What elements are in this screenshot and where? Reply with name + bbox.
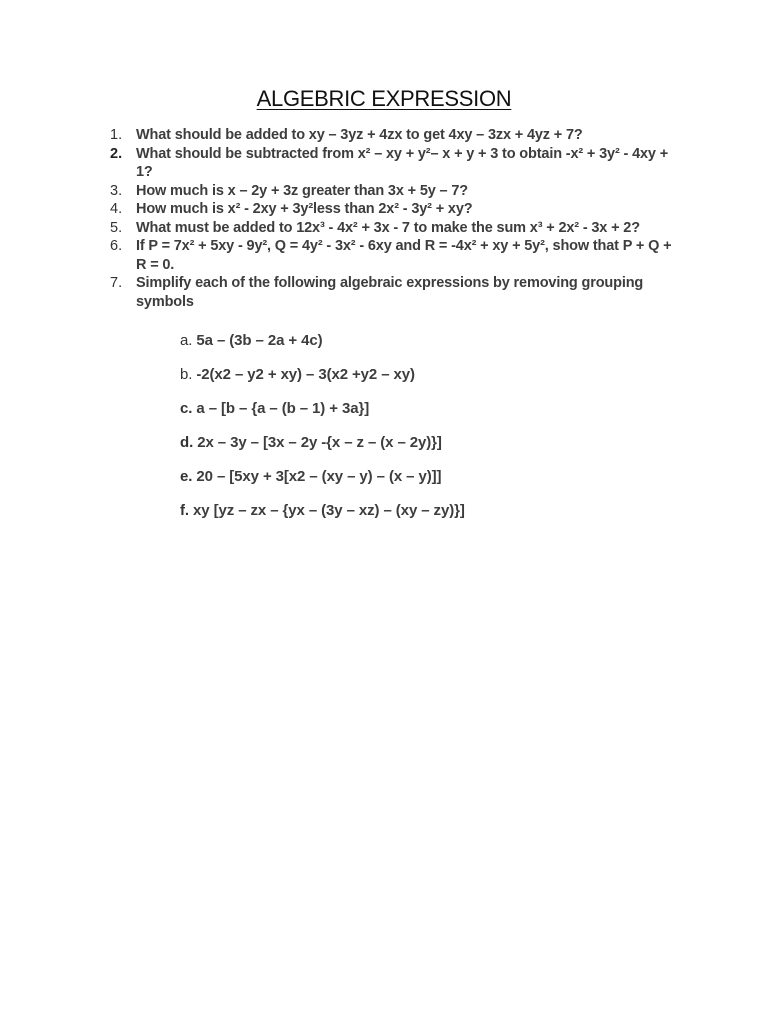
question-number: 2. — [110, 145, 123, 162]
question-2 — [110, 145, 680, 182]
question-text: What should be added to xy – 3yz + 4zx to get 4xy – 3zx + 4yz + 7? — [136, 127, 583, 143]
question-text: Simplify each of the following algebraic expressions by removing grouping symbols — [136, 275, 644, 310]
question-text: What should be subtracted from x² – xy + y²– x + y + 3 to obtain -x² + 3y² - 4xy + 1? — [136, 145, 669, 180]
subpart-expression: 2x – 3y – [3x – 2y -{x – z – (x – 2y)}] — [197, 434, 442, 451]
question-list — [110, 126, 680, 311]
subpart-label: f. — [180, 502, 189, 519]
subpart-a — [180, 332, 323, 349]
question-text: If P = 7x² + 5xy - 9y², Q = 4y² - 3x² - 6xy and R = -4x² + xy + 5y², show that P + Q + R = 0. — [136, 238, 672, 273]
subpart-f — [180, 502, 465, 519]
subpart-c — [180, 400, 369, 417]
subpart-label: b. — [180, 366, 193, 383]
subpart-b — [180, 366, 415, 383]
subpart-label: e. — [180, 468, 193, 485]
subpart-expression: a – [b – {a – (b – 1) + 3a}] — [196, 400, 370, 417]
subpart-expression: 20 – [5xy + 3[x2 – (xy – y) – (x – y)]] — [196, 468, 442, 485]
question-number: 7. — [110, 275, 123, 291]
question-text: What must be added to 12x³ - 4x² + 3x - 7 to make the sum x³ + 2x² - 3x + 2? — [136, 219, 640, 236]
question-number: 5. — [110, 219, 123, 236]
subpart-expression: -2(x2 – y2 + xy) – 3(x2 +y2 – xy) — [196, 366, 415, 383]
subpart-e — [180, 468, 441, 485]
question-3 — [110, 182, 680, 201]
question-7 — [110, 274, 680, 311]
question-number: 1. — [110, 127, 123, 143]
page-title: ALGEBRIC EXPRESSION — [256, 86, 512, 111]
subpart-d — [180, 434, 442, 451]
subpart-label: a. — [180, 332, 193, 349]
question-number: 6. — [110, 238, 123, 254]
question-5 — [110, 219, 680, 238]
subpart-label: d. — [180, 434, 194, 451]
question-number: 4. — [110, 201, 123, 217]
subpart-label: c. — [180, 400, 193, 417]
question-text: How much is x² - 2xy + 3y²less than 2x² - 3y² + xy? — [136, 201, 473, 217]
subpart-expression: 5a – (3b – 2a + 4c) — [196, 332, 323, 349]
question-6 — [110, 237, 680, 274]
question-text: How much is x – 2y + 3z greater than 3x + 5y – 7? — [136, 182, 468, 199]
question-1 — [110, 126, 680, 145]
subpart-expression: xy [yz – zx – {yx – (3y – xz) – (xy – zy)}] — [193, 502, 465, 519]
question-4 — [110, 200, 680, 219]
question-number: 3. — [110, 182, 123, 199]
